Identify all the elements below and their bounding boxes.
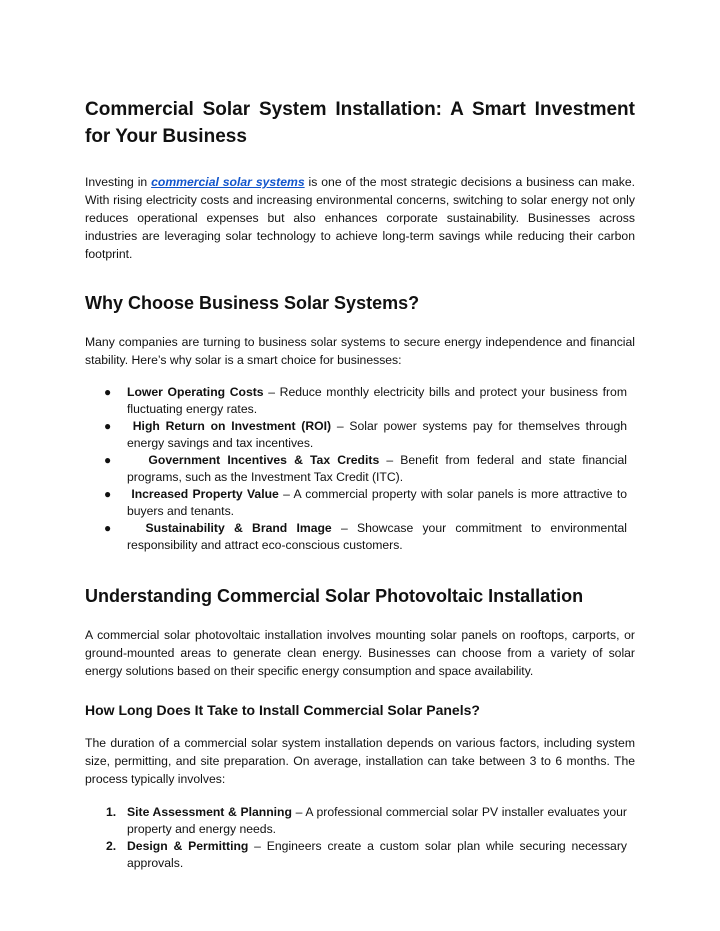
process-steps-list <box>85 804 635 872</box>
step-number: 1. <box>106 805 117 819</box>
list-item <box>85 838 635 872</box>
step-text: – A professional commercial solar PV installer evaluates your property and energy needs. <box>127 805 627 836</box>
bullet-icon: ● <box>104 521 112 535</box>
list-item-term: Sustainability & Brand Image <box>145 521 332 535</box>
list-item-term: Increased Property Value <box>131 487 279 501</box>
bullet-icon: ● <box>104 385 112 399</box>
list-item-term: Government Incentives & Tax Credits <box>148 453 380 467</box>
list-item <box>85 486 635 520</box>
why-paragraph: Many companies are turning to business solar systems to secure energy independence and financial stability. Here’s why solar is a smart choice for businesses: <box>85 335 635 367</box>
document-content <box>85 96 635 872</box>
list-item <box>85 804 635 838</box>
list-item-text: – Benefit from federal and state financial programs, such as the Investment Tax Credit (ITC). <box>127 453 627 484</box>
list-item <box>85 520 635 554</box>
step-term: Design & Permitting <box>127 839 249 853</box>
understanding-paragraph: A commercial solar photovoltaic installation involves mounting solar panels on rooftops, carports, or ground-mounted areas to generate clean energy. Businesses can choose from a variety of solar energy solutions based on their specific energy consumption and space availability. <box>85 628 635 678</box>
how-long-paragraph: The duration of a commercial solar system installation depends on various factors, including system size, permitting, and site preparation. On average, installation can take between 3 to 6 months. The process typically involves: <box>85 736 635 786</box>
step-number: 2. <box>106 839 117 853</box>
list-item <box>85 384 635 418</box>
how-long-heading: How Long Does It Take to Install Commercial Solar Panels? <box>85 702 480 718</box>
list-item-text: – Reduce monthly electricity bills and protect your business from fluctuating energy rates. <box>127 385 627 416</box>
why-heading: Why Choose Business Solar Systems? <box>85 293 420 313</box>
step-term: Site Assessment & Planning <box>127 805 292 819</box>
list-item-text: – Solar power systems pay for themselves through energy savings and tax incentives. <box>127 419 628 450</box>
list-item-text: – A commercial property with solar panels is more attractive to buyers and tenants. <box>127 487 627 518</box>
list-item <box>85 452 635 486</box>
list-item-term: Lower Operating Costs <box>127 385 264 399</box>
bullet-icon: ● <box>104 453 112 467</box>
intro-paragraph <box>85 173 635 263</box>
benefits-list <box>85 384 635 554</box>
understanding-heading: Understanding Commercial Solar Photovoltaic Installation <box>85 586 584 606</box>
intro-text-before: Investing in <box>85 175 152 189</box>
list-item <box>85 418 635 452</box>
intro-text-after: is one of the most strategic decisions a business can make. With rising electricity costs and increasing environmental concerns, switching to solar energy not only reduces operational expenses but also enhances corporate sustainability. Businesses across industries are leveraging solar technology to achieve long-term savings while reducing their carbon footprint. <box>85 175 635 261</box>
commercial-solar-systems-link[interactable]: commercial solar systems <box>151 175 305 189</box>
list-item-term: High Return on Investment (ROI) <box>132 419 332 433</box>
step-text: – Engineers create a custom solar plan while securing necessary approvals. <box>127 839 627 870</box>
page-title: Commercial Solar System Installation: A Smart Investment for Your Business <box>85 99 635 147</box>
list-item-text: – Showcase your commitment to environmental responsibility and attract eco-conscious customers. <box>127 521 627 552</box>
bullet-icon: ● <box>104 487 112 501</box>
bullet-icon: ● <box>104 419 112 433</box>
